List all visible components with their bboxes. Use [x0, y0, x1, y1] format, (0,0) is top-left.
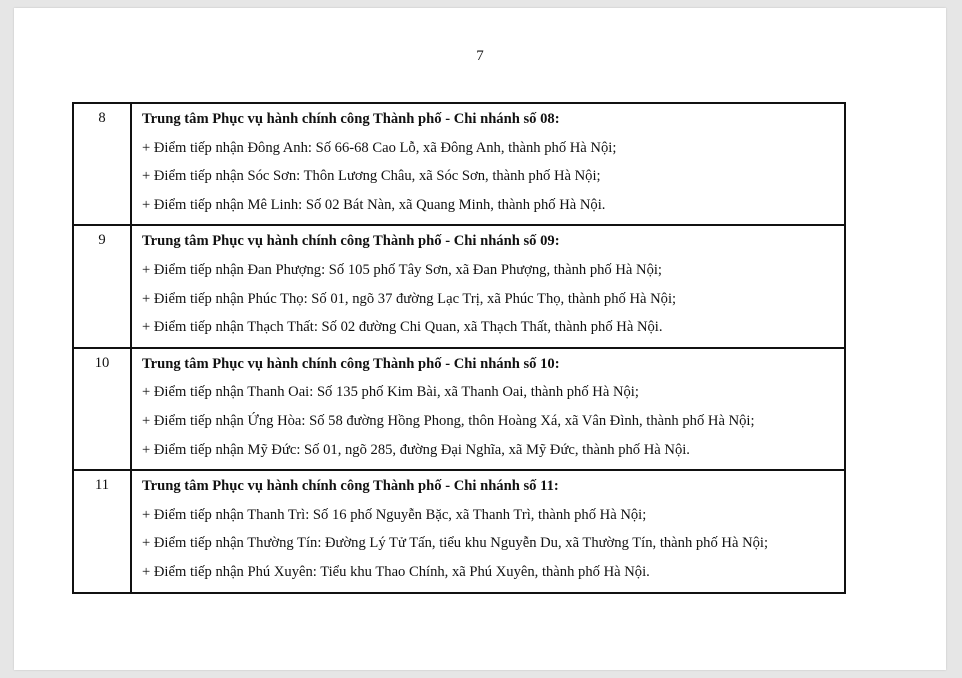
reception-point: + Điểm tiếp nhận Mê Linh: Số 02 Bát Nàn, xã Quang Minh, thành phố Hà Nội.: [142, 196, 606, 213]
table-row: [73, 103, 845, 225]
reception-point: + Điểm tiếp nhận Sóc Sơn: Thôn Lương Châu, xã Sóc Sơn, thành phố Hà Nội;: [142, 168, 601, 185]
reception-point: + Điểm tiếp nhận Ứng Hòa: Số 58 đường Hồng Phong, thôn Hoàng Xá, xã Vân Đình, thành phố Hà Nội;: [142, 412, 755, 429]
reception-point: + Điểm tiếp nhận Thường Tín: Đường Lý Tử Tấn, tiểu khu Nguyễn Du, xã Thường Tín, thành phố Hà Nội;: [142, 535, 769, 552]
table-row: [73, 470, 845, 592]
reception-point: + Điểm tiếp nhận Mỹ Đức: Số 01, ngõ 285, đường Đại Nghĩa, xã Mỹ Đức, thành phố Hà Nội.: [142, 441, 690, 458]
row-number: 10: [73, 348, 131, 470]
branch-title: Trung tâm Phục vụ hành chính công Thành phố - Chi nhánh số 09:: [142, 233, 560, 250]
branch-title: Trung tâm Phục vụ hành chính công Thành phố - Chi nhánh số 11:: [142, 478, 559, 495]
table-row: [73, 225, 845, 347]
row-content: [131, 470, 845, 592]
branch-title: Trung tâm Phục vụ hành chính công Thành phố - Chi nhánh số 08:: [142, 111, 560, 127]
branch-title: Trung tâm Phục vụ hành chính công Thành phố - Chi nhánh số 10:: [142, 355, 560, 372]
branch-table: [72, 102, 846, 594]
page-number: 7: [476, 48, 484, 64]
reception-point: + Điểm tiếp nhận Đan Phượng: Số 105 phố Tây Sơn, xã Đan Phượng, thành phố Hà Nội;: [142, 261, 662, 278]
reception-point: + Điểm tiếp nhận Phú Xuyên: Tiểu khu Thao Chính, xã Phú Xuyên, thành phố Hà Nội.: [142, 563, 650, 580]
reception-point: + Điểm tiếp nhận Phúc Thọ: Số 01, ngõ 37 đường Lạc Trị, xã Phúc Thọ, thành phố Hà Nội;: [142, 290, 677, 307]
row-number: 11: [73, 470, 131, 592]
document-page: [14, 8, 946, 670]
row-content: [131, 225, 845, 347]
row-number: 9: [73, 225, 131, 347]
reception-point: + Điểm tiếp nhận Thạch Thất: Số 02 đường Chi Quan, xã Thạch Thất, thành phố Hà Nội.: [142, 319, 663, 336]
reception-point: + Điểm tiếp nhận Đông Anh: Số 66-68 Cao Lỗ, xã Đông Anh, thành phố Hà Nội;: [142, 139, 617, 156]
row-content: [131, 348, 845, 470]
reception-point: + Điểm tiếp nhận Thanh Oai: Số 135 phố Kim Bài, xã Thanh Oai, thành phố Hà Nội;: [142, 384, 639, 401]
reception-point: + Điểm tiếp nhận Thanh Trì: Số 16 phố Nguyễn Bặc, xã Thanh Trì, thành phố Hà Nội;: [142, 506, 647, 523]
row-number: 8: [73, 103, 131, 225]
table-row: [73, 348, 845, 470]
row-content: [131, 103, 845, 225]
